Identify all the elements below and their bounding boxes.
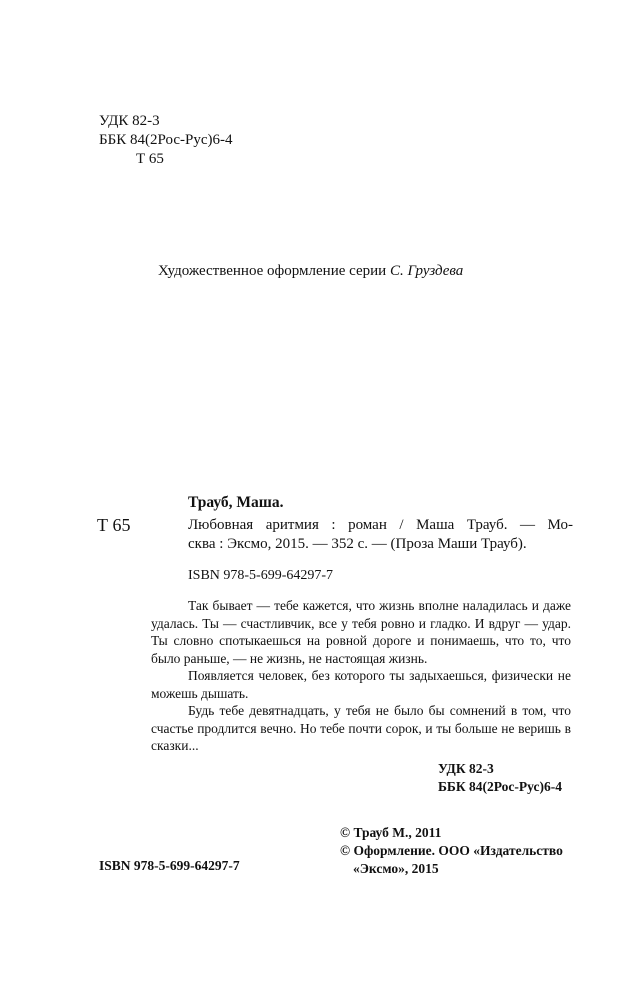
record-isbn: ISBN 978-5-699-64297-7: [188, 568, 334, 583]
isbn-bottom: ISBN 978-5-699-64297-7: [99, 858, 240, 873]
bbk-code-bottom: ББК 84(2Рос-Рус)6-4: [438, 779, 562, 794]
record-author: Трауб, Маша.: [188, 494, 284, 511]
designer-name: С. Груздева: [389, 263, 464, 279]
author-mark: Т 65: [136, 151, 164, 167]
annotation-paragraph: Появляется человек, без которого ты задыхаешься, физически не можешь дышать.: [151, 668, 571, 701]
copyright-block: [340, 824, 575, 878]
bbk-code: ББК 84(2Рос-Рус)6-4: [99, 132, 233, 148]
annotation-paragraph: Будь тебе девятнадцать, у тебя не было бы сомнений в том, что счастье продлится вечно. Но тебе почти сорок, и ты больше не веришь в сказки...: [151, 703, 571, 753]
copyright-author: © Трауб М., 2011: [340, 825, 442, 840]
udk-code: УДК 82-3: [99, 113, 160, 129]
annotation: [151, 597, 571, 755]
design-credit-label: Художественное оформление серии: [158, 263, 390, 279]
copyright-design: © Оформление. ООО «Издательство: [340, 843, 563, 858]
udk-code-bottom: УДК 82-3: [438, 761, 494, 776]
copyright-publisher: «Эксмо», 2015: [353, 861, 439, 876]
bibliographic-description: [188, 516, 573, 554]
bibliographic-description-line-1: Любовная аритмия : роман / Маша Трауб. — Мо-: [188, 517, 573, 533]
annotation-paragraph: Так бывает — тебе кажется, что жизнь вполне наладилась и даже удалась. Ты — счастливчик, все у тебя ровно и гладко. И вдруг — удар. Ты словно спотыкаешься на ровной дороге и понимаешь, что то, что было раньше, — не жизнь, не настоящая жизнь.: [151, 598, 571, 666]
bibliographic-description-line-2: сква : Эксмо, 2015. — 352 с. — (Проза Маши Трауб).: [188, 536, 527, 552]
record-author-mark: Т 65: [97, 515, 131, 535]
series-design-credit: [158, 262, 463, 281]
